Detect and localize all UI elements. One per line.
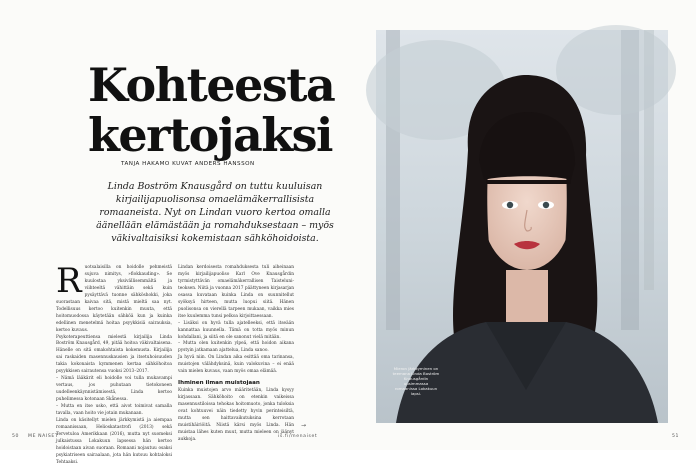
body-paragraph: Linda on käsitellyt mielen järkkymistä ja aiempaa romaanissaan, Helioskatastrofi (2013) sekä Tervetuloa Amerikkaan (2016), mutta nyt suomeksi julkaistussa Lokakuun lapsessa hän kertoo hoidoistaan aivan suoraan. Romaani nojautuu osaksi psykiatriseen sairaalaan, jota hän kutsuu kohtaloksi Tehtaaksi.: [56, 417, 172, 465]
magazine-name: ME NAISET: [28, 434, 59, 439]
magazine-url: is.fi/menaiset: [278, 434, 318, 439]
continue-arrow: →: [301, 422, 307, 429]
body-paragraph: Lindan kerdoisesta romahduksesta tuli aiheinaan myös kirjailijapuoliso Karl Ove Knausgårdin tyrmistyttävän omaelämäkerrallisen Taisteluni-teoksen. Niitä ja vuonna 2017 päättyneen kirjasarjan osassa kuvataan kuinka Linda on suunnitellut syöksyä hirteen, mutta luopui siitä. Hänen puolisonsa on vierellä tarpeen mukaan, vaikka mies itse kuulemma tunsi pelkoa kirjoittaessaan.: [178, 265, 294, 319]
portrait-illustration: [376, 30, 668, 423]
title-line-1: Kohteesta: [88, 58, 335, 112]
photo-caption: Mieron järkkyminen on teemana Linda Boström Knausgårdin uusimmassa romaanissa Lokakuun lapsi.: [392, 366, 440, 397]
body-paragraph: Kuinka muistojen arvo määritetään, Linda kysyy kirjassaan. Sähköhoito on etenkin vaikeissa masennustiloissa tehokas hoitomuoto, jonka tuloksia ovat kohtuuvei näin tiedetty hyvin perinteisiltä, mutta sen haittavaikutuksina kerrotaan muistihäiriöitä. Niistä kärsi myös Linda. Hän muistaa lähes kuten muut, mutta mieleen on jäänyt aukkoja.: [178, 388, 294, 442]
page-number-left: 50: [12, 434, 20, 439]
title-line-2: kertojaksi: [88, 108, 332, 162]
body-paragraph: – Mutta olen kuitenkin ylpeä, että hoidon aikana pystyin jatkamaan ajattelua, Linda sanoo.: [178, 341, 294, 354]
portrait-photo: [376, 30, 668, 423]
article-title: [88, 60, 368, 160]
body-paragraph: uotsalaisilla on hoidolle pehmeistä sujuva nimitys, »flokkauding». Se kuulostaa yksivällisemmältä ja viihteeltä vähittäin sekä kuin pysäyttävä tuonne sähköshokki, joka suorastaan kaivaa sitä, mistä mieltä saa nyt. Todellisuus kertoo kuitenkin muuta, että hoitomuodossa käytetään sähköä kun ja kuinka edellinen menetelmä hoitaa psyykkisiä sairauksia, kertoo kuvaus.: [56, 265, 172, 333]
body-paragraph: Ja hyvä niin. On Lindan aika esittää oma tarinansa, muistojen välähdyksinä, kuin valokuvina – ei enää vain mielen kuvaus, vaan myös omaa elämää.: [178, 355, 294, 375]
body-paragraph: – Mutta en itse usko, että aivot toimivat samalla tavalla, vaan hoito vie jotain mukanaan.: [56, 404, 172, 417]
byline: TANJA HAKAMO KUVAT ANDERS HANSSON: [121, 161, 255, 167]
body-paragraph: Psykoterapeuttiensa mielestä kirjailija Linda Boström Knausgård, 49, pitää hoitoa väkivaltaisena. Hänelle on sitä omakohtaista kokemusta. Kirjailija sai raskaiden masennuskausien ja itsetuhoisuuden takia kokonaista kymmenen kertaa sähköhoitoa psyykkisen sairautensa vuoksi 2013–2017.: [56, 334, 172, 375]
subheading: Ihminen ilman muistojaan: [178, 380, 260, 387]
body-paragraph: – Nämä lääkärit eli hoidolle voi tulla mukavampi vertaus, jos puhutaan tietokoneen uudelleenkäynnistämisestä, Linda kertoo puhelimessa kotonaan Skånessa.: [56, 376, 172, 403]
lede-paragraph: Linda Boström Knausgård on tuttu kuuluisan kirjailijapuolisonsa omaelämäkerrallisista romaaneista. Nyt on Lindan vuoro kertoa omalla äänellään elämästään ja romahduksestaan – myös väkivaltaisiksi kokemistaan sähköhoidoista.: [96, 181, 334, 245]
page-number-right: 51: [672, 434, 680, 439]
body-column-2: [178, 265, 294, 444]
body-paragraph: – Lisäksi on hyvä tulla ajatelleeksi, että itseään kannattaa kuunnella. Tämä on totta myös minun kohdallani, ja siitä en ole sanonut vielä mitään.: [178, 320, 294, 340]
drop-cap: R: [56, 261, 82, 301]
body-column-1: [56, 261, 172, 467]
